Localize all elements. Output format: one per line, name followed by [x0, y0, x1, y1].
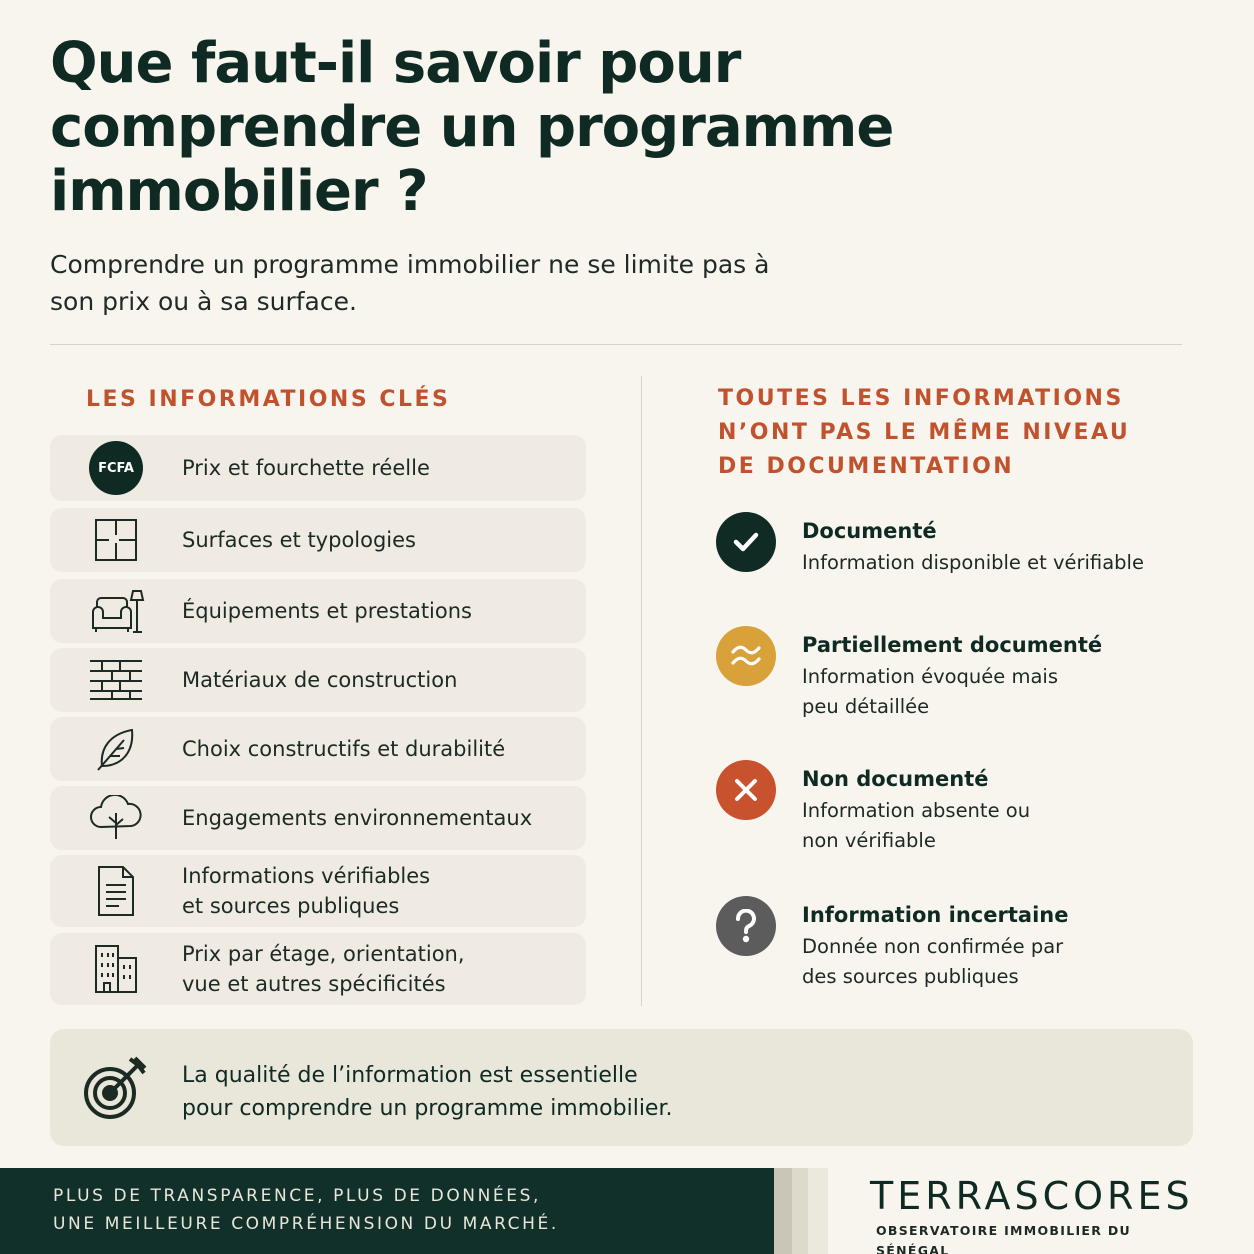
fcfa-badge-icon [86, 438, 146, 498]
vertical-divider [641, 376, 642, 1006]
status-documented [714, 510, 1184, 600]
status-partial [714, 624, 1184, 724]
key-item-equipements [50, 579, 586, 643]
cross-icon [716, 760, 776, 820]
key-item-materiaux [50, 648, 586, 712]
status-title: Information incertaine [802, 903, 1069, 927]
status-title: Documenté [802, 519, 937, 543]
documentation-heading: TOUTES LES INFORMATIONS N’ONT PAS LE MÊME NIVEAU DE DOCUMENTATION [718, 386, 1131, 479]
status-description: Information absente ou non vérifiable [802, 799, 1031, 852]
key-item-label: Engagements environnementaux [182, 806, 533, 830]
key-item-specificites [50, 933, 586, 1005]
check-icon [716, 512, 776, 572]
document-icon [86, 861, 146, 921]
key-item-label: Prix par étage, orientation, vue et autres spécificités [182, 942, 465, 996]
status-description: Information disponible et vérifiable [802, 551, 1144, 574]
cloud-tree-icon [86, 788, 146, 848]
status-title: Partiellement documenté [802, 633, 1103, 657]
key-item-durabilite [50, 717, 586, 781]
key-item-label: Surfaces et typologies [182, 528, 416, 552]
page-title: Que faut-il savoir pour comprendre un programme immobilier ? [50, 31, 894, 224]
brand-subtitle: OBSERVATOIRE IMMOBILIER DU SÉNÉGAL [876, 1223, 1131, 1254]
status-undocumented [714, 758, 1184, 858]
quality-callout [50, 1029, 1193, 1146]
horizontal-divider [50, 344, 1182, 345]
floor-plan-icon [86, 510, 146, 570]
page-subtitle: Comprendre un programme immobilier ne se limite pas à son prix ou à sa surface. [50, 250, 770, 316]
leaf-icon [86, 719, 146, 779]
key-item-label: Matériaux de construction [182, 668, 458, 692]
footer-tagline: PLUS DE TRANSPARENCE, PLUS DE DONNÉES, UNE MEILLEURE COMPRÉHENSION DU MARCHÉ. [53, 1186, 559, 1234]
key-item-environnement [50, 786, 586, 850]
status-description: Information évoquée mais peu détaillée [802, 665, 1058, 718]
key-item-surfaces [50, 508, 586, 572]
status-uncertain [714, 894, 1184, 994]
key-info-heading: LES INFORMATIONS CLÉS [86, 387, 451, 412]
status-description: Donnée non confirmée par des sources publiques [802, 935, 1064, 988]
sofa-lamp-icon [86, 581, 146, 641]
key-item-price [50, 435, 586, 501]
fcfa-badge: FCFA [89, 441, 143, 495]
question-icon [716, 896, 776, 956]
brand-logo-text: TERRASCORES [870, 1174, 1194, 1218]
approx-icon [716, 626, 776, 686]
key-item-label: Choix constructifs et durabilité [182, 737, 506, 761]
key-item-label: Informations vérifiables et sources publiques [182, 864, 431, 918]
key-item-sources [50, 855, 586, 927]
brick-wall-icon [86, 650, 146, 710]
buildings-icon [86, 939, 146, 999]
key-item-label: Prix et fourchette réelle [182, 456, 430, 480]
key-item-label: Équipements et prestations [182, 599, 472, 623]
status-title: Non documenté [802, 767, 989, 791]
quality-text: La qualité de l’information est essentielle pour comprendre un programme immobilier. [182, 1063, 673, 1121]
target-arrow-icon [80, 1053, 150, 1123]
footer-stripes [774, 1168, 834, 1254]
